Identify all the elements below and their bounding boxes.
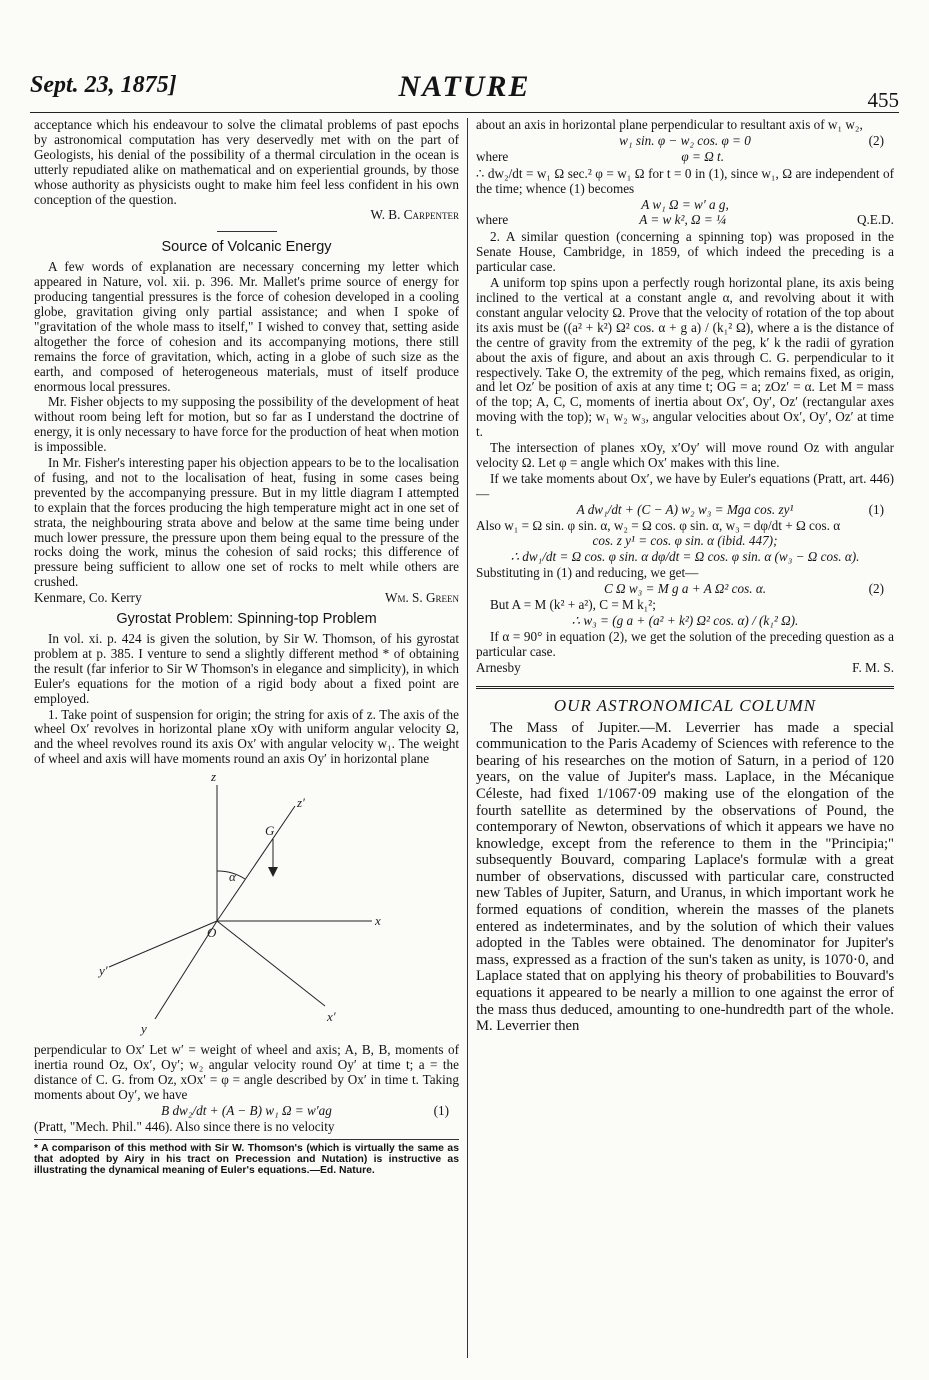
gyrostat-paragraph-2: 1. Take point of suspension for origin; the string for axis of z. The axis of the wheel Ox′ revolves in horizontal plane xOy with uniform angular velocity Ω, and the wheel revolves round its axis Ox′ with angular velocity w₁. The weight of wheel and axis will have moments round an axis Oy′ in horizontal plane xyxy=(34,706,459,767)
issue-date: Sept. 23, 1875] xyxy=(30,72,177,98)
equation-5-number: (2) xyxy=(868,581,884,597)
page-header xyxy=(30,68,899,112)
a-definition: A = w k², Ω = ¼ xyxy=(639,212,726,228)
label-alpha: α xyxy=(228,869,236,885)
gyrostat-heading: Gyrostat Problem: Spinning-top Problem xyxy=(116,611,377,628)
header-rule xyxy=(30,112,899,113)
equation-1-number: (1) xyxy=(433,1102,449,1118)
substituting-line: Substituting in (1) and reducing, we get— xyxy=(476,565,699,581)
qed-mark: Q.E.D. xyxy=(856,212,894,228)
equation-4-number: (1) xyxy=(868,501,884,517)
axis-y-prime xyxy=(109,921,217,967)
derivative-relation: ∴ dw₁/dt = Ω cos. φ sin. α dφ/dt = Ω cos. φ sin. α (w₃ − Ω cos. α). xyxy=(510,549,860,565)
label-y-prime: y′ xyxy=(98,963,108,979)
equation-5 xyxy=(476,582,894,597)
moments-paragraph: If we take moments about Ox′, we have by Euler's equations (Pratt, art. 446)— xyxy=(476,470,894,501)
volcanic-paragraph-1: A few words of explanation are necessary concerning my letter which appeared in Nature, vol. xii. p. 396. Mr. Mallet's prime source of energy for producing tangential pressures is the force of cohesion developed in a cooling globe, gravitation giving only partial assistance; and when I spoke of "gravitation of the whole mass to itself," I wished to convey that, setting aside altogether the force of cohesion and its accompanying motions, there still remains the force of gravitation, which, acting in a globe of such size as the earth, and composed of heterogeneous materials, must of itself produce enormous local pressures. xyxy=(34,259,459,394)
label-z-prime: z′ xyxy=(296,795,305,811)
conclusion-paragraph: If α = 90° in equation (2), we get the solution of the preceding question as a particular case. xyxy=(476,628,894,659)
author-fms: F. M. S. xyxy=(852,659,894,675)
senate-house-paragraph: 2. A similar question (concerning a spinning top) was proposed in the Senate House, Cambridge, in 1859, of which indeed the preceding is a particular case. xyxy=(476,229,894,275)
gyrostat-paragraph-1: In vol. xi. p. 424 is given the solution, by Sir W. Thomson, of his gyrostat problem at p. 385. I venture to send a slightly different method * of obtaining the result (far inferior to Sir W Thomson's in elegance and simplicity), in which Euler's equations for the motion of a rigid body about a fixed point are employed. xyxy=(34,631,459,706)
label-g: G xyxy=(264,823,274,839)
cos-zy-relation: cos. z y¹ = cos. φ sin. α (ibid. 447); xyxy=(592,533,778,549)
label-x: x xyxy=(374,913,381,929)
equation-3: A w₁ Ω = w′ a g, xyxy=(641,196,729,212)
label-z: z xyxy=(210,771,216,785)
carpenter-signature xyxy=(34,208,459,223)
phi-definition: φ = Ω t. xyxy=(681,148,724,164)
place-arnesby: Arnesby xyxy=(476,659,521,675)
gyrostat-paragraph-3: perpendicular to Ox′ Let w′ = weight of wheel and axis; A, B, B, moments of inertia round Oz, Ox′, Oy′; w₂ angular velocity round Oy′ at time t; a = the distance of C. G. from Oz, xOx′ = φ = angle described by Ox′ in time t. Taking moments about Oy′, we have xyxy=(34,1042,459,1102)
equation-1-body: B dw₂/dt + (A − B) w₁ Ω = w′ag xyxy=(161,1102,332,1118)
volcanic-paragraph-3: In Mr. Fisher's interesting paper his objection appears to be to the localisation of fusing, and not to the localisation of heat, fusing in some cases being prevented by the accompanying pressure. But in my little diagram I attempted to explain that the forces producing the high temperature might act in one set of strata, the neighbouring strata above and below at the same time being under much lower pressure, the pressure upon them being equal to the pressure of the rocks doing the work, minus the cohesion of said rocks; this difference of pressure being sufficient to allow one set of rocks to melt while others are crushed. xyxy=(34,455,459,590)
axis-x-prime xyxy=(217,921,325,1006)
volcanic-heading: Source of Volcanic Energy xyxy=(161,239,332,256)
axes-diagram xyxy=(97,771,397,1039)
label-o: O xyxy=(206,925,216,941)
moments-of-inertia-line: But A = M (k² + a²), C = M k₁²; xyxy=(490,597,656,613)
angular-velocities: Also w₁ = Ω sin. φ sin. α, w₂ = Ω cos. φ sin. α, w₃ = dφ/dt + Ω cos. α xyxy=(476,517,841,533)
fms-signature xyxy=(476,661,894,676)
left-column xyxy=(34,118,459,1177)
mass-of-jupiter-paragraph: The Mass of Jupiter.—M. Leverrier has made a special communication to the Paris Academy of Sciences with reference to the bearing of his researches on the motion of Saturn, in a period of 120 years, on the value of Jupiter's mass. Laplace, in the Mécanique Céleste, had fixed 1/1067·09 making use of the elongation of the fourth satellite as determined by the observations of Pound, the contemporary of Newton, observations of which it appears we have no knowledge, except from the reference to them in the "Principia;" subsequently Bouvard, comparing Laplace's formulæ with a great number of observations, discussed with particular care, constructed new Tables of Jupiter, Saturn, and Uranus, in which important work he formed equations of condition, wherein the masses of the planets entered as indeterminates, and by the solution of which their values adopted in the Tables were obtained. The denominator for Jupiter's mass, expressed as a fraction of the sun's taken as unity, is 1070·0, and Laplace stated that on applying his theory of probabilities to Bouvard's equations it appeared to be nearly a million to one against the error of the mass thus deduced, amounting to one-hundredth part of the whole. M. Leverrier then xyxy=(476,719,894,1035)
gyrostat-paragraph-4: (Pratt, "Mech. Phil." 446). Also since there is no velocity xyxy=(34,1118,335,1134)
equation-5-body: C Ω w₃ = M g a + A Ω² cos. α. xyxy=(603,581,767,597)
journal-title: NATURE xyxy=(398,70,531,103)
where-line-1 xyxy=(476,150,894,165)
top-continuation: about an axis in horizontal plane perpendicular to resultant axis of w₁ w₂, xyxy=(476,117,863,132)
equation-2 xyxy=(476,134,894,149)
where-line-2 xyxy=(476,213,894,228)
column-divider xyxy=(467,118,468,1358)
equation-4 xyxy=(476,503,894,518)
carpenter-letter-end: acceptance which his endeavour to solve the climatal problems of past epochs by astronomical computation has very deservedly met with on the part of Geologists, his denial of the possibility of a thermal circulation in the ocean is utterly repudiated alike on mathematical and on experiential grounds, by those whose authority as physicists ought to make him feel less confident in his own conception of the question. xyxy=(34,117,459,207)
intersection-paragraph: The intersection of planes xOy, x′Oy′ will move round Oz with angular velocity Ω. Let φ = angle which Ox′ makes with this line. xyxy=(476,440,894,470)
spinning-top-paragraph: A uniform top spins upon a perfectly rough horizontal plane, its axis being inclined to the vertical at a constant angle α, and revolving about it with constant angular velocity Ω. Prove that the velocity of rotation of the top about its axis must be ((a² + k²) Ω² cos. α + g a) / (k₁² Ω), where a is the distance of the centre of gravity from the extremity of the peg, k′ k the radii of gyration about the axis of figure, and about an axis through C. G. perpendicular to it respectively. Take O, the extremity of the peg, which remains fixed, as origin, and let Oz′ be position of axis at any time t; OG = a; zOz′ = α. Let M = mass of the top; A, C, C, moments of inertia about Ox′, Oy′, Oz′ (rectangular axes moving with the top); w₁ w₂ w₃, angular velocities about Ox′, Oy′, Oz′ at time t. xyxy=(476,275,894,440)
arrow-head xyxy=(268,867,278,877)
label-x-prime: x′ xyxy=(326,1009,336,1025)
author-carpenter: W. B. Carpenter xyxy=(370,207,459,223)
derivative-paragraph: ∴ dw₂/dt = w₁ Ω sec.² φ = w₁ Ω for t = 0 in (1), since w₁, Ω are independent of the time; whence (1) becomes xyxy=(476,165,894,196)
section-divider xyxy=(217,231,277,232)
page-number: 455 xyxy=(867,88,899,112)
author-green: Wm. S. Green xyxy=(385,590,459,606)
w3-result: ∴ w₃ = (g a + (a² + k²) Ω² cos. α) / (k₁² Ω). xyxy=(571,613,799,628)
where-label-1: where xyxy=(476,148,509,164)
green-signature xyxy=(34,591,459,606)
footnote: * A comparison of this method with Sir W. Thomson's (which is virtually the same as that adopted by Airy in his tract on Precession and Nutation) is instructive as illustrating the dynamical meaning of Euler's equations.—Ed. Nature. xyxy=(34,1139,459,1177)
where-label-2: where xyxy=(476,212,509,228)
volcanic-paragraph-2: Mr. Fisher objects to my supposing the possibility of the development of heat without room being left for motion, but so far as I understand the doctrine of energy, it is only necessary to have force for the production of heat when motion is impossible. xyxy=(34,394,459,455)
equation-2-body: w₁ sin. φ − w₂ cos. φ = 0 xyxy=(619,132,751,148)
label-y: y xyxy=(140,1021,147,1037)
equation-1 xyxy=(34,1104,459,1119)
equation-2-number: (2) xyxy=(868,132,884,148)
equation-4-body: A dw₁/dt + (C − A) w₂ w₃ = Mga cos. zy¹ xyxy=(576,501,794,517)
section-double-rule xyxy=(476,686,894,689)
astronomical-column-heading: OUR ASTRONOMICAL COLUMN xyxy=(553,695,817,715)
place-kenmare: Kenmare, Co. Kerry xyxy=(34,590,142,606)
axis-z-prime xyxy=(217,806,295,921)
right-column xyxy=(476,118,894,1036)
